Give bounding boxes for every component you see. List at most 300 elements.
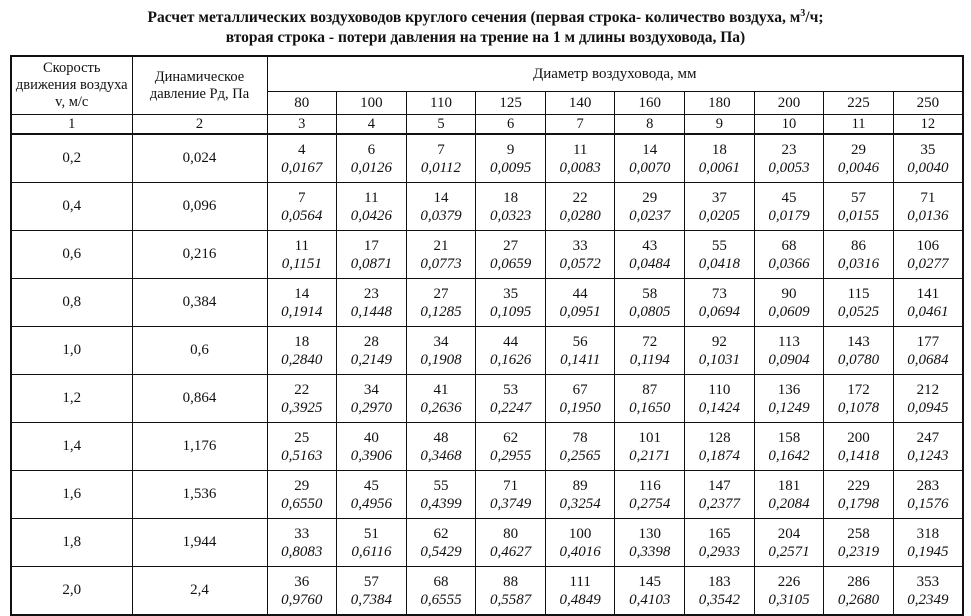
value-cell: [824, 134, 894, 183]
air-flow-value: 87: [642, 381, 658, 398]
value-cell: [267, 279, 337, 327]
pressure-loss-value: 0,1194: [629, 351, 670, 368]
column-number-cell: 5: [406, 115, 476, 135]
pressure-loss-value: 0,6550: [281, 495, 323, 512]
table-row: [11, 183, 963, 231]
pressure-loss-value: 0,0155: [837, 207, 880, 224]
pressure-loss-value: 0,4016: [559, 543, 601, 560]
pressure-loss-value: 0,2571: [768, 543, 810, 560]
pressure-loss-value: 0,0083: [559, 159, 601, 176]
diameter-cell: 180: [685, 92, 755, 115]
pressure-loss-value: 0,1650: [629, 399, 671, 416]
value-cell: [615, 375, 685, 423]
column-number-cell: 9: [685, 115, 755, 135]
air-flow-value: 58: [642, 285, 658, 302]
pressure-loss-value: 0,0684: [907, 351, 949, 368]
pressure-loss-value: 0,2840: [281, 351, 323, 368]
duct-table: [10, 55, 964, 616]
pressure-loss-value: 0,3906: [350, 447, 393, 464]
value-cell: [893, 327, 963, 375]
pressure-loss-value: 0,0237: [629, 207, 671, 224]
air-flow-value: 283: [916, 477, 940, 494]
air-flow-value: 113: [777, 333, 800, 350]
air-flow-value: 90: [781, 285, 797, 302]
value-cell: [267, 134, 337, 183]
value-cell: [754, 183, 824, 231]
pressure-loss-value: 0,0564: [281, 207, 323, 224]
value-cell: [615, 423, 685, 471]
diameter-cell: 250: [893, 92, 963, 115]
pressure-loss-value: 0,0945: [907, 399, 949, 416]
pressure-cell: 1,176: [132, 423, 267, 471]
air-flow-value: 23: [363, 285, 379, 302]
column-number-cell: 12: [893, 115, 963, 135]
air-flow-value: 44: [503, 333, 519, 350]
pressure-loss-value: 0,0046: [837, 159, 880, 176]
value-cell: [545, 231, 615, 279]
air-flow-value: 14: [433, 189, 449, 206]
pressure-loss-value: 0,1950: [559, 399, 601, 416]
value-cell: [406, 519, 476, 567]
value-cell: [406, 471, 476, 519]
pressure-loss-value: 0,2349: [907, 591, 949, 608]
air-flow-value: 29: [294, 477, 310, 494]
air-flow-value: 18: [503, 189, 519, 206]
air-flow-value: 128: [708, 429, 731, 446]
air-flow-value: 147: [708, 477, 731, 494]
pressure-cell: 0,024: [132, 134, 267, 183]
air-flow-value: 36: [294, 573, 310, 590]
value-cell: [893, 519, 963, 567]
air-flow-value: 181: [777, 477, 801, 494]
value-cell: [685, 279, 755, 327]
document-title: [0, 4, 971, 48]
air-flow-value: 110: [708, 381, 731, 398]
air-flow-value: 286: [847, 573, 870, 590]
speed-cell: 1,8: [11, 519, 132, 567]
pressure-loss-value: 0,3398: [629, 543, 671, 560]
value-cell: [754, 134, 824, 183]
pressure-loss-value: 0,0136: [907, 207, 949, 224]
pressure-loss-value: 0,0780: [837, 351, 880, 368]
air-flow-value: 40: [363, 429, 379, 446]
diameter-cell: 140: [545, 92, 615, 115]
value-cell: [893, 134, 963, 183]
value-cell: [406, 423, 476, 471]
title-line-2: вторая строка - потери давления на трение на 1 м длины воздуховода, Па): [225, 29, 746, 47]
value-cell: [406, 183, 476, 231]
air-flow-value: 100: [568, 525, 592, 542]
speed-cell: 0,2: [11, 134, 132, 183]
air-flow-value: 33: [572, 237, 588, 254]
pressure-loss-value: 0,1249: [768, 399, 810, 416]
value-cell: [476, 183, 546, 231]
pressure-loss-value: 0,0316: [837, 255, 880, 272]
pressure-loss-value: 0,2377: [698, 495, 740, 512]
value-cell: [754, 279, 824, 327]
pressure-loss-value: 0,0773: [420, 255, 462, 272]
pressure-loss-value: 0,7384: [350, 591, 393, 608]
air-flow-value: 226: [777, 573, 801, 590]
column-number-cell: 2: [132, 115, 267, 135]
column-number-cell: 7: [545, 115, 615, 135]
air-flow-value: 11: [364, 189, 379, 206]
value-cell: [267, 519, 337, 567]
value-cell: [267, 423, 337, 471]
value-cell: [267, 375, 337, 423]
pressure-cell: 1,944: [132, 519, 267, 567]
value-cell: [685, 327, 755, 375]
pressure-loss-value: 0,1095: [489, 303, 532, 320]
pressure-loss-value: 0,4399: [420, 495, 462, 512]
air-flow-value: 17: [363, 237, 379, 254]
air-flow-value: 73: [711, 285, 727, 302]
air-flow-value: 116: [638, 477, 661, 494]
header-diameter: Диаметр воздуховода, мм: [267, 56, 963, 92]
pressure-loss-value: 0,0061: [698, 159, 740, 176]
value-cell: [754, 471, 824, 519]
table-row: [11, 134, 963, 183]
value-cell: [476, 471, 546, 519]
pressure-loss-value: 0,0659: [489, 255, 532, 272]
air-flow-value: 33: [294, 525, 310, 542]
pressure-loss-value: 0,0112: [420, 159, 462, 176]
pressure-loss-value: 0,1576: [907, 495, 949, 512]
column-number-cell: 6: [476, 115, 546, 135]
air-flow-value: 28: [363, 333, 379, 350]
value-cell: [893, 471, 963, 519]
speed-cell: 0,4: [11, 183, 132, 231]
value-cell: [754, 519, 824, 567]
pressure-loss-value: 0,3254: [559, 495, 601, 512]
pressure-loss-value: 0,0418: [698, 255, 740, 272]
pressure-loss-value: 0,0323: [489, 207, 532, 224]
pressure-loss-value: 0,0572: [559, 255, 601, 272]
pressure-loss-value: 0,1945: [907, 543, 949, 560]
pressure-loss-value: 0,1243: [907, 447, 949, 464]
pressure-loss-value: 0,6116: [351, 543, 392, 560]
value-cell: [615, 183, 685, 231]
air-flow-value: 45: [363, 477, 379, 494]
value-cell: [893, 231, 963, 279]
value-cell: [685, 134, 755, 183]
pressure-loss-value: 0,3925: [281, 399, 323, 416]
value-cell: [476, 279, 546, 327]
column-number-cell: 3: [267, 115, 337, 135]
air-flow-value: 62: [503, 429, 519, 446]
air-flow-value: 92: [711, 333, 727, 350]
speed-cell: 1,2: [11, 375, 132, 423]
pressure-loss-value: 0,4627: [489, 543, 532, 560]
pressure-cell: 0,384: [132, 279, 267, 327]
value-cell: [615, 519, 685, 567]
value-cell: [754, 327, 824, 375]
value-cell: [754, 423, 824, 471]
value-cell: [893, 183, 963, 231]
pressure-loss-value: 0,0805: [629, 303, 671, 320]
value-cell: [337, 279, 407, 327]
pressure-loss-value: 0,0461: [907, 303, 949, 320]
pressure-loss-value: 0,2149: [350, 351, 393, 368]
air-flow-value: 22: [572, 189, 588, 206]
pressure-loss-value: 0,5429: [420, 543, 462, 560]
value-cell: [267, 471, 337, 519]
pressure-loss-value: 0,1418: [837, 447, 880, 464]
speed-cell: 1,4: [11, 423, 132, 471]
speed-cell: 2,0: [11, 567, 132, 616]
pressure-loss-value: 0,0366: [768, 255, 810, 272]
diameter-cell: 125: [476, 92, 546, 115]
pressure-loss-value: 0,1642: [768, 447, 810, 464]
value-cell: [754, 231, 824, 279]
air-flow-value: 86: [851, 237, 867, 254]
diameter-cell: 110: [406, 92, 476, 115]
header-speed: Скорость движения воздуха v, м/с: [11, 56, 132, 115]
value-cell: [824, 423, 894, 471]
value-cell: [545, 134, 615, 183]
pressure-loss-value: 0,2680: [837, 591, 880, 608]
diameter-cell: 200: [754, 92, 824, 115]
value-cell: [893, 423, 963, 471]
air-flow-value: 204: [777, 525, 801, 542]
table-row: [11, 375, 963, 423]
table-row: [11, 279, 963, 327]
header-row: [11, 56, 963, 92]
air-flow-value: 35: [503, 285, 519, 302]
value-cell: [545, 471, 615, 519]
air-flow-value: 165: [708, 525, 731, 542]
pressure-loss-value: 0,2970: [350, 399, 393, 416]
value-cell: [406, 134, 476, 183]
pressure-loss-value: 0,0053: [768, 159, 810, 176]
diameter-cell: 225: [824, 92, 894, 115]
value-cell: [545, 327, 615, 375]
pressure-loss-value: 0,0126: [350, 159, 393, 176]
pressure-loss-value: 0,1626: [489, 351, 532, 368]
pressure-loss-value: 0,5587: [489, 591, 532, 608]
pressure-loss-value: 0,2171: [629, 447, 671, 464]
pressure-loss-value: 0,2636: [420, 399, 462, 416]
air-flow-value: 183: [708, 573, 731, 590]
value-cell: [267, 327, 337, 375]
value-cell: [685, 519, 755, 567]
air-flow-value: 51: [363, 525, 379, 542]
air-flow-value: 71: [920, 189, 936, 206]
pressure-loss-value: 0,1078: [837, 399, 880, 416]
air-flow-value: 23: [781, 141, 797, 158]
value-cell: [615, 327, 685, 375]
pressure-cell: 2,4: [132, 567, 267, 616]
air-flow-value: 62: [433, 525, 449, 542]
value-cell: [824, 375, 894, 423]
value-cell: [685, 231, 755, 279]
value-cell: [545, 375, 615, 423]
air-flow-value: 101: [638, 429, 662, 446]
air-flow-value: 56: [572, 333, 588, 350]
value-cell: [545, 423, 615, 471]
value-cell: [685, 375, 755, 423]
value-cell: [476, 231, 546, 279]
air-flow-value: 89: [572, 477, 588, 494]
air-flow-value: 27: [503, 237, 519, 254]
pressure-loss-value: 0,1151: [281, 255, 322, 272]
column-number-cell: 1: [11, 115, 132, 135]
value-cell: [267, 231, 337, 279]
pressure-loss-value: 0,1448: [350, 303, 393, 320]
pressure-loss-value: 0,0205: [698, 207, 740, 224]
pressure-loss-value: 0,1031: [698, 351, 740, 368]
air-flow-value: 45: [781, 189, 797, 206]
pressure-loss-value: 0,3105: [768, 591, 810, 608]
pressure-loss-value: 0,0484: [629, 255, 671, 272]
value-cell: [337, 231, 407, 279]
value-cell: [685, 471, 755, 519]
value-cell: [476, 375, 546, 423]
value-cell: [476, 327, 546, 375]
air-flow-value: 53: [503, 381, 519, 398]
air-flow-value: 29: [851, 141, 867, 158]
pressure-loss-value: 0,0871: [350, 255, 393, 272]
air-flow-value: 68: [781, 237, 797, 254]
value-cell: [406, 231, 476, 279]
air-flow-value: 44: [572, 285, 588, 302]
pressure-loss-value: 0,1411: [560, 351, 601, 368]
value-cell: [337, 471, 407, 519]
pressure-loss-value: 0,2933: [698, 543, 740, 560]
column-number-cell: 10: [754, 115, 824, 135]
diameter-cell: 80: [267, 92, 337, 115]
pressure-cell: 0,096: [132, 183, 267, 231]
air-flow-value: 7: [298, 189, 306, 206]
table-row: [11, 519, 963, 567]
air-flow-value: 6: [367, 141, 376, 158]
air-flow-value: 247: [916, 429, 940, 446]
air-flow-value: 68: [433, 573, 449, 590]
pressure-loss-value: 0,1798: [837, 495, 880, 512]
air-flow-value: 115: [847, 285, 870, 302]
pressure-loss-value: 0,0951: [559, 303, 601, 320]
air-flow-value: 111: [569, 573, 591, 590]
air-flow-value: 130: [638, 525, 662, 542]
column-number-cell: 11: [824, 115, 894, 135]
table-row: [11, 231, 963, 279]
pressure-loss-value: 0,3749: [489, 495, 532, 512]
header-dynamic-pressure: Динамическое давление Pд, Па: [132, 56, 267, 115]
value-cell: [615, 231, 685, 279]
air-flow-value: 177: [916, 333, 940, 350]
pressure-loss-value: 0,5163: [281, 447, 323, 464]
air-flow-value: 7: [437, 141, 445, 158]
value-cell: [337, 183, 407, 231]
pressure-loss-value: 0,2247: [489, 399, 532, 416]
pressure-loss-value: 0,2084: [768, 495, 810, 512]
air-flow-value: 71: [503, 477, 519, 494]
air-flow-value: 258: [847, 525, 870, 542]
pressure-loss-value: 0,1914: [281, 303, 323, 320]
pressure-loss-value: 0,2754: [629, 495, 671, 512]
value-cell: [824, 519, 894, 567]
table-row: [11, 423, 963, 471]
air-flow-value: 88: [503, 573, 519, 590]
pressure-loss-value: 0,2955: [489, 447, 532, 464]
value-cell: [685, 423, 755, 471]
air-flow-value: 200: [847, 429, 870, 446]
diameter-cell: 100: [337, 92, 407, 115]
air-flow-value: 14: [294, 285, 310, 302]
value-cell: [893, 375, 963, 423]
air-flow-value: 22: [294, 381, 310, 398]
air-flow-value: 212: [916, 381, 940, 398]
air-flow-value: 143: [847, 333, 870, 350]
speed-cell: 1,0: [11, 327, 132, 375]
value-cell: [406, 279, 476, 327]
pressure-loss-value: 0,0277: [907, 255, 949, 272]
pressure-loss-value: 0,1874: [698, 447, 740, 464]
air-flow-value: 55: [433, 477, 449, 494]
table-row: [11, 471, 963, 519]
value-cell: [685, 183, 755, 231]
diameter-cell: 160: [615, 92, 685, 115]
air-flow-value: 57: [851, 189, 867, 206]
pressure-loss-value: 0,0379: [420, 207, 462, 224]
air-flow-value: 11: [294, 237, 310, 254]
value-cell: [337, 423, 407, 471]
speed-cell: 0,6: [11, 231, 132, 279]
air-flow-value: 318: [916, 525, 940, 542]
pressure-loss-value: 0,0179: [768, 207, 810, 224]
column-number-cell: 8: [615, 115, 685, 135]
value-cell: [615, 279, 685, 327]
air-flow-value: 34: [363, 381, 379, 398]
title-line-1: Расчет металлических воздуховодов круглого сечения (первая строка- количество воздуха, $м^3/ч$;: [147, 8, 824, 27]
air-flow-value: 80: [503, 525, 519, 542]
air-flow-value: 78: [572, 429, 588, 446]
value-cell: [337, 519, 407, 567]
pressure-loss-value: 0,1285: [420, 303, 462, 320]
air-flow-value: 29: [642, 189, 658, 206]
value-cell: [337, 134, 407, 183]
pressure-loss-value: 0,1908: [420, 351, 462, 368]
pressure-loss-value: 0,4103: [629, 591, 671, 608]
value-cell: [337, 375, 407, 423]
air-flow-value: 48: [433, 429, 449, 446]
value-cell: [545, 183, 615, 231]
column-number-cell: 4: [337, 115, 407, 135]
value-cell: [754, 375, 824, 423]
air-flow-value: 18: [711, 141, 727, 158]
pressure-cell: 1,536: [132, 471, 267, 519]
pressure-loss-value: 0,0904: [768, 351, 810, 368]
pressure-cell: 0,864: [132, 375, 267, 423]
air-flow-value: 34: [433, 333, 449, 350]
air-flow-value: 11: [572, 141, 588, 158]
column-number-row: [11, 115, 963, 135]
table-row: [11, 327, 963, 375]
air-flow-value: 25: [294, 429, 310, 446]
pressure-loss-value: 0,2319: [837, 543, 880, 560]
air-flow-value: 35: [920, 141, 936, 158]
value-cell: [824, 279, 894, 327]
pressure-loss-value: 0,0095: [489, 159, 532, 176]
air-flow-value: 37: [711, 189, 727, 206]
pressure-loss-value: 0,9760: [281, 591, 323, 608]
pressure-loss-value: 0,2565: [559, 447, 601, 464]
value-cell: [615, 134, 685, 183]
value-cell: [476, 134, 546, 183]
air-flow-value: 4: [298, 141, 306, 158]
air-flow-value: 172: [847, 381, 870, 398]
pressure-loss-value: 0,4956: [350, 495, 393, 512]
